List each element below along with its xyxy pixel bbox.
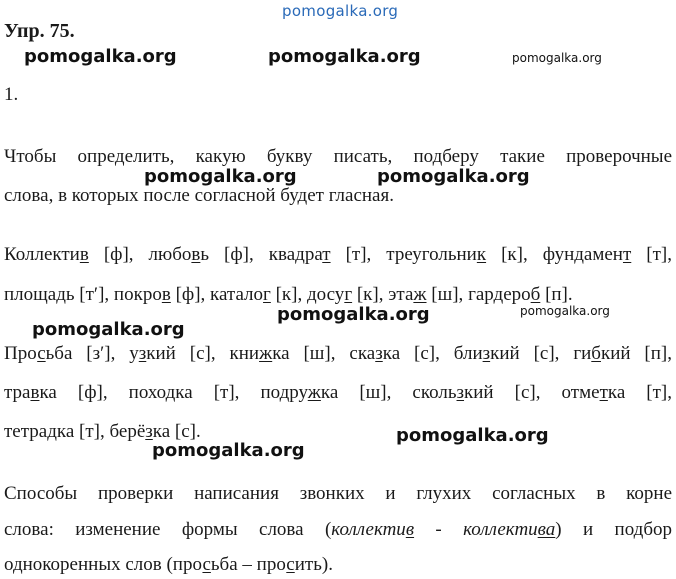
watermark: pomogalka.org [152,440,305,461]
watermark: pomogalka.org [144,166,297,187]
conclusion-line-2: слова: изменение формы слова (коллектив - коллектива) и подбор [4,519,672,540]
watermark: pomogalka.org [520,304,610,318]
words-group2-line3: тетрадка [т], берёзка [с]. [4,421,201,442]
words-group1-line2: площадь [т′], покров [ф], каталог [к], досуг [к], этаж [ш], гардероб [п]. [4,284,573,305]
words-group2-line2: травка [ф], походка [т], подружка [ш], скользкий [с], отметка [т], [4,382,673,403]
words-group2-line1: Просьба [з′], узкий [с], книжка [ш], сказка [с], близкий [с], гибкий [п], [4,343,673,364]
exercise-title: Упр. 75. [4,20,75,42]
watermark: pomogalka.org [377,166,530,187]
intro-line-1: Чтобы определить, какую букву писать, подберу такие проверочные [4,146,672,167]
watermark: pomogalka.org [24,46,177,67]
conclusion-line-3: однокоренных слов (просьба – просить). [4,554,333,575]
watermark: pomogalka.org [277,304,430,325]
words-group1-line1: Коллектив [ф], любовь [ф], квадрат [т], треугольник [к], фундамент [т], [4,244,672,265]
watermark: pomogalka.org [32,319,185,340]
watermark: pomogalka.org [512,51,602,65]
watermark: pomogalka.org [268,46,421,67]
watermark-top: pomogalka.org [282,2,399,20]
conclusion-line-1: Способы проверки написания звонких и глухих согласных в корне [4,483,672,504]
watermark: pomogalka.org [396,425,549,446]
item-number: 1. [4,84,19,105]
intro-line-2: слова, в которых после согласной будет гласная. [4,185,394,206]
